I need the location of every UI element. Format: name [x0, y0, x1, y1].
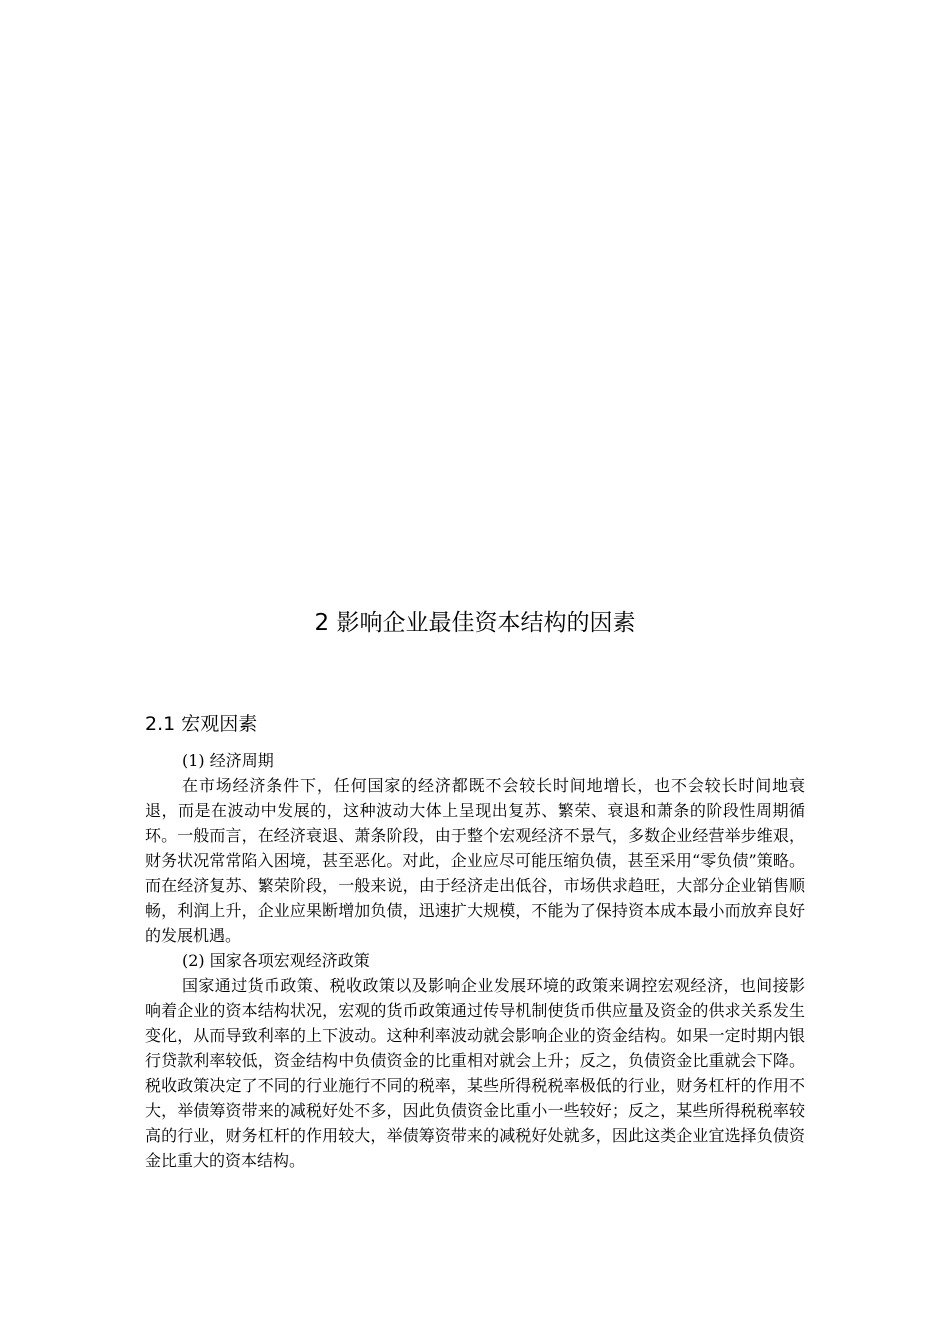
section-body — [145, 748, 805, 1173]
chapter-title: 2 影响企业最佳资本结构的因素 — [314, 610, 636, 636]
subsection-heading-economic-cycle: (1) 经济周期 — [182, 751, 274, 770]
paragraph-economic-cycle: 在市场经济条件下，任何国家的经济都既不会较长时间地增长，也不会较长时间地衰退，而是在波动中发展的，这种波动大体上呈现出复苏、繁荣、衰退和萧条的阶段性周期循环。一般而言，在经济衰退、萧条阶段，由于整个宏观经济不景气，多数企业经营举步维艰，财务状况常常陷入困境，甚至恶化。对此，企业应尽可能压缩负债，甚至采用“零负债”策略。而在经济复苏、繁荣阶段，一般来说，由于经济走出低谷，市场供求趋旺，大部分企业销售顺畅，利润上升，企业应果断增加负债，迅速扩大规模，不能为了保持资本成本最小而放弃良好的发展机遇。 — [145, 776, 805, 945]
paragraph-macro-policy: 国家通过货币政策、税收政策以及影响企业发展环境的政策来调控宏观经济，也间接影响着企业的资本结构状况，宏观的货币政策通过传导机制使货币供应量及资金的供求关系发生变化，从而导致利率的上下波动。这种利率波动就会影响企业的资金结构。如果一定时期内银行贷款利率较低，资金结构中负债资金的比重相对就会上升；反之，负债资金比重就会下降。税收政策决定了不同的行业施行不同的税率，某些所得税税率极低的行业，财务杠杆的作用不大，举债筹资带来的减税好处不多，因此负债资金比重小一些较好；反之，某些所得税税率较高的行业，财务杠杆的作用较大，举债筹资带来的减税好处就多，因此这类企业宜选择负债资金比重大的资本结构。 — [145, 976, 805, 1170]
section-title: 2.1 宏观因素 — [145, 713, 258, 735]
subsection-heading-macro-policy: (2) 国家各项宏观经济政策 — [182, 951, 370, 970]
